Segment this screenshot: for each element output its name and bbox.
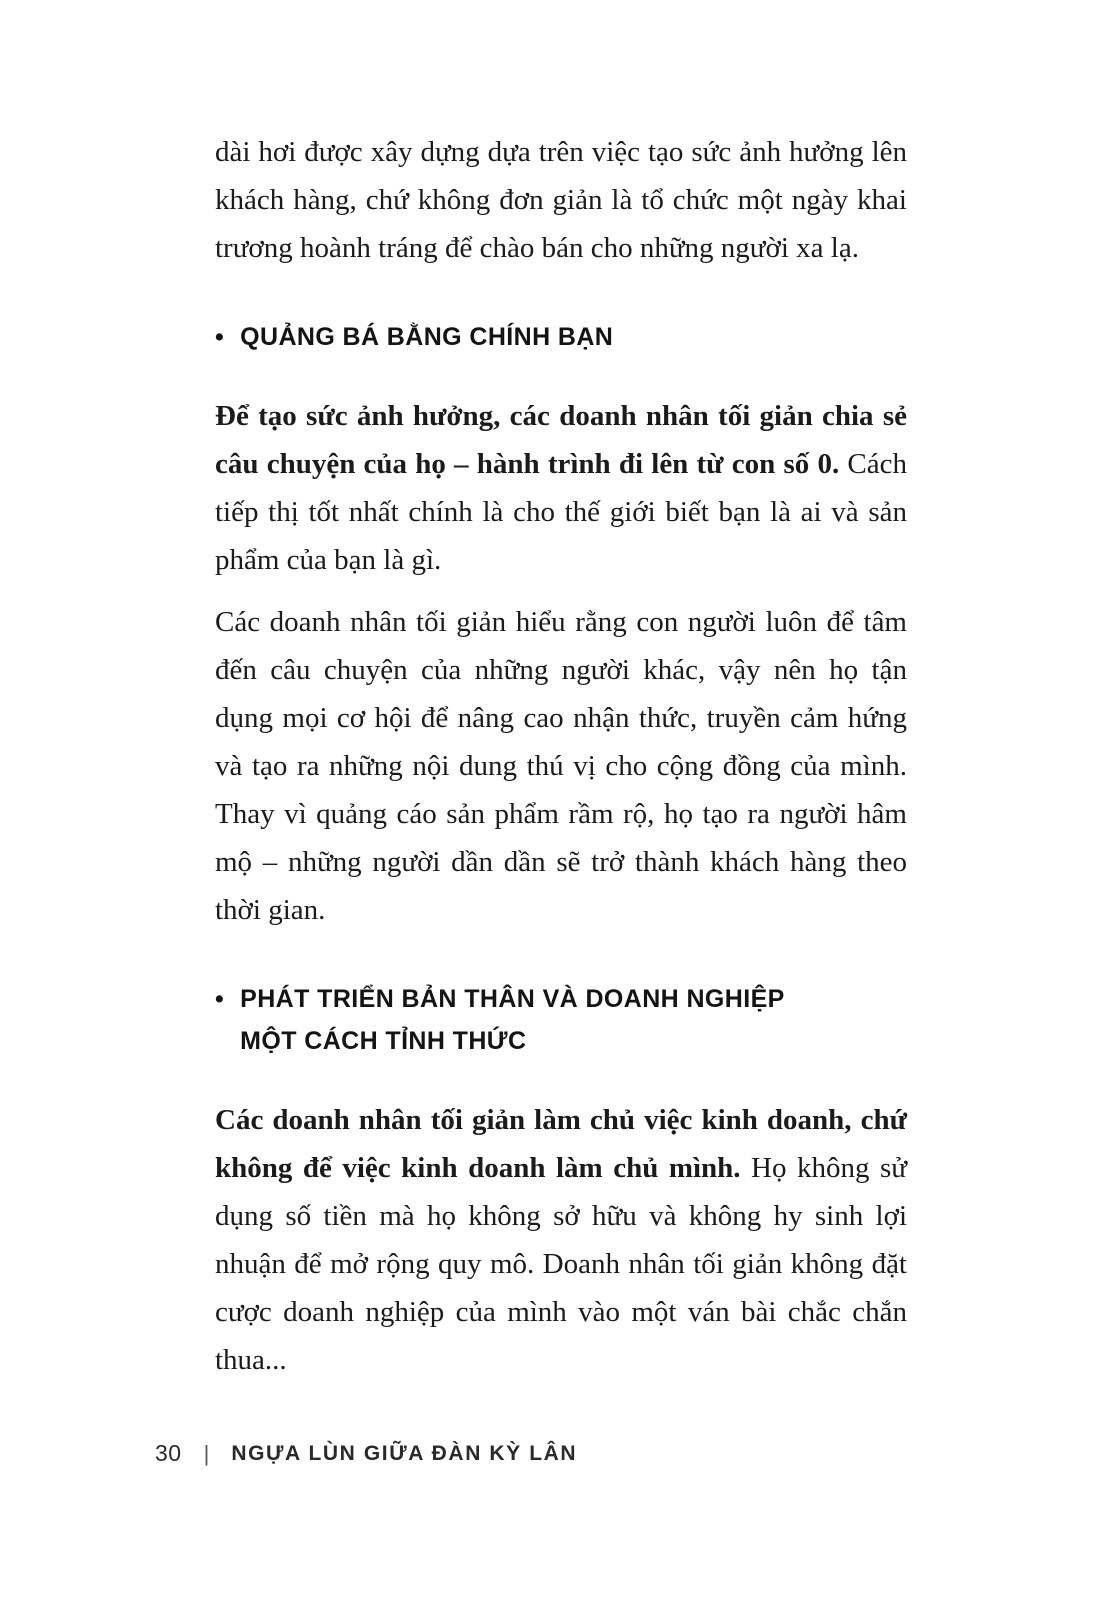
bullet-icon: • [215, 323, 225, 351]
book-title: NGỰA LÙN GIỮA ĐÀN KỲ LÂN [231, 1441, 578, 1465]
section-heading-text [240, 978, 785, 1062]
page-footer [155, 1440, 577, 1467]
section-heading-line: MỘT CÁCH TỈNH THỨC [240, 1027, 527, 1055]
paragraph-intro-continuation: dài hơi được xây dựng dựa trên việc tạo sức ảnh hưởng lên khách hàng, chứ không đơn giản là tổ chức một ngày khai trương hoành tráng để chào bán cho những người xa lạ. [215, 136, 907, 264]
footer-separator: | [203, 1440, 210, 1466]
page-content [215, 128, 907, 1398]
paragraph-mindful-growth [215, 1096, 907, 1384]
page-number: 30 [155, 1440, 182, 1466]
paragraph-rest: Cách tiếp thị tốt nhất chính là cho thế giới biết bạn là ai và sản phẩm của bạn là gì. [215, 448, 907, 576]
section-heading-line: QUẢNG BÁ BẰNG CHÍNH BẠN [240, 323, 614, 351]
section-heading-line: PHÁT TRIỂN BẢN THÂN VÀ DOANH NGHIỆP [240, 985, 785, 1013]
section-heading-promote-yourself [215, 316, 907, 358]
section-heading-text [240, 316, 613, 358]
bullet-icon: • [215, 985, 225, 1013]
section-heading-mindful-growth [215, 978, 907, 1062]
paragraph-promote-yourself [215, 392, 907, 584]
paragraph-rest: Họ không sử dụng số tiền mà họ không sở hữu và không hy sinh lợi nhuận để mở rộng quy mô. Doanh nhân tối giản không đặt cược doanh nghiệp của mình vào một ván bài chắc chắn thua... [215, 1152, 907, 1376]
paragraph-bold-lead: Các doanh nhân tối giản làm chủ việc kinh doanh, chứ không để việc kinh doanh làm chủ mình. [215, 1104, 907, 1184]
paragraph-bold-lead: Để tạo sức ảnh hưởng, các doanh nhân tối giản chia sẻ câu chuyện của họ – hành trình đi lên từ con số 0. [215, 400, 907, 480]
paragraph-storytelling: Các doanh nhân tối giản hiểu rằng con người luôn để tâm đến câu chuyện của những người khác, vậy nên họ tận dụng mọi cơ hội để nâng cao nhận thức, truyền cảm hứng và tạo ra những nội dung thú vị cho cộng đồng của mình. Thay vì quảng cáo sản phẩm rầm rộ, họ tạo ra người hâm mộ – những người dần dần sẽ trở thành khách hàng theo thời gian. [215, 606, 907, 926]
